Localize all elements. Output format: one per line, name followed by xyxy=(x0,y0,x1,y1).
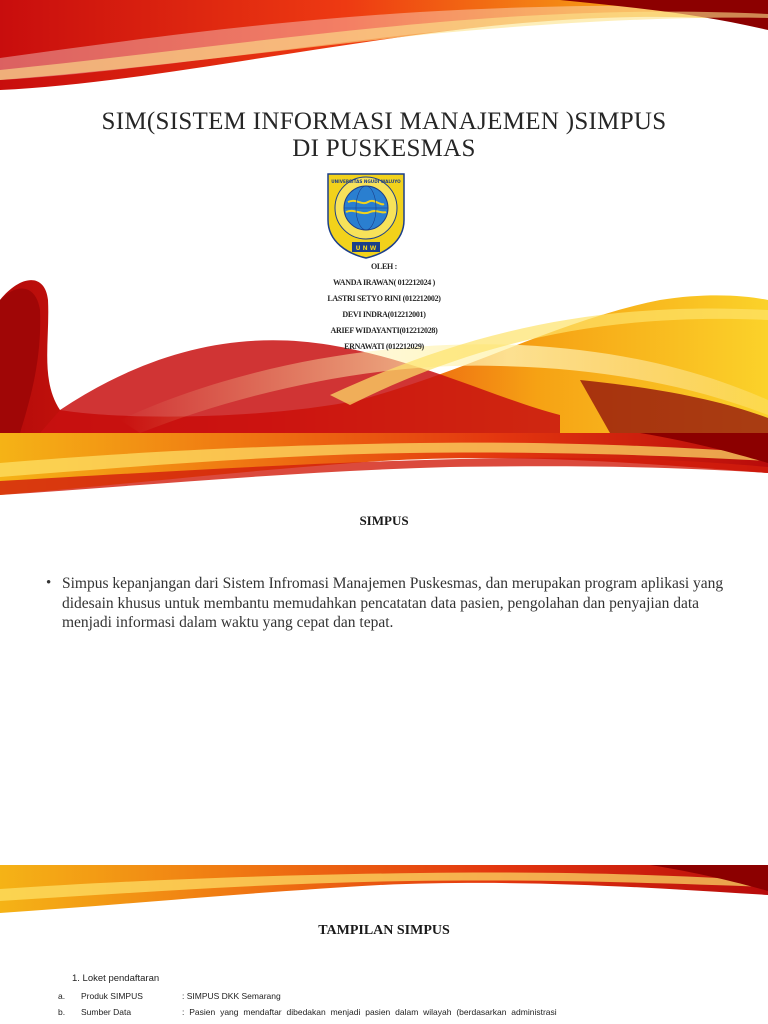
university-logo xyxy=(322,168,410,260)
author-item: LASTRI SETYO RINI (012212002) xyxy=(327,294,441,303)
author-item: ARIEF WIDAYANTI(012212028) xyxy=(330,326,438,335)
author-list xyxy=(234,259,534,355)
svg-text:U N W: U N W xyxy=(355,245,377,252)
title-slide xyxy=(0,0,768,433)
bullet-item xyxy=(46,574,736,633)
author-item: WANDA IRAWAN( 012212024 ) xyxy=(332,278,436,287)
authors-label: OLEH : xyxy=(371,262,397,271)
tampilan-slide: TAMPILAN SIMPUS 1. Loket pendaftaran a. Produk SIMPUS : SIMPUS DKK Semarang b. Sumber Data : Pasien yang mendaftar dibedakan menjadi pasien dalam wilayah (berdasarkan administrasi xyxy=(0,865,768,1024)
slide-heading: TAMPILAN SIMPUS xyxy=(318,923,450,938)
author-item: ERNAWATI (012212029) xyxy=(344,342,424,351)
slide-heading: SIMPUS xyxy=(359,513,409,528)
simpus-slide xyxy=(0,433,768,865)
subsection-title: 1. Loket pendaftaran xyxy=(72,973,160,984)
bullet-text: Simpus kepanjangan dari Sistem Infromasi Manajemen Puskesmas, dan merupakan program aplikasi yang didesain khusus untuk membantu memudahkan pencatatan data pasien, pengolahan dan penyajian data menjadi informasi dalam waktu yang cepat dan tepat. xyxy=(62,575,724,631)
svg-text:UNIVERSITAS NGUDI WALUYO: UNIVERSITAS NGUDI WALUYO xyxy=(331,179,401,184)
bullet-icon: • xyxy=(46,575,52,591)
author-item: DEVI INDRA(012212001) xyxy=(342,310,426,319)
wave-decoration xyxy=(0,433,768,865)
presentation-title: SIM(SISTEM INFORMASI MANAJEMEN )SIMPUS DI PUSKESMAS xyxy=(101,108,667,162)
